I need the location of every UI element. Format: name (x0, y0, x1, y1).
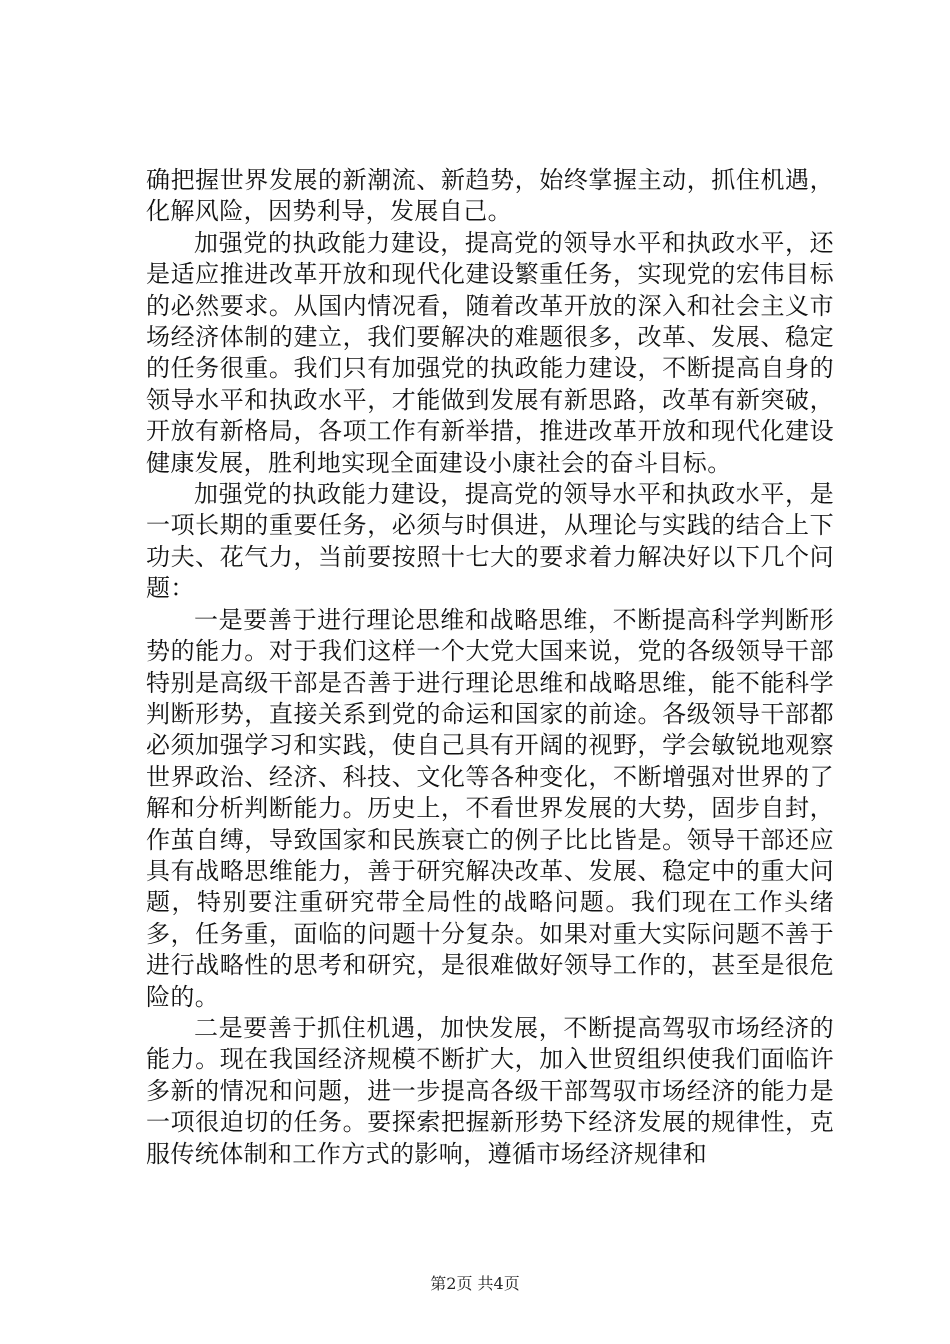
paragraph-2: 加强党的执政能力建设，提高党的领导水平和执政水平，还是适应推进改革开放和现代化建设繁重任务，实现党的宏伟目标的必然要求。从国内情况看，随着改革开放的深入和社会主义市场经济体制的建立，我们要解决的难题很多，改革、发展、稳定的任务很重。我们只有加强党的执政能力建设，不断提高自身的领导水平和执政水平，才能做到发展有新思路，改革有新突破，开放有新格局，各项工作有新举措，推进改革开放和现代化建设健康发展，胜利地实现全面建设小康社会的奋斗目标。 (146, 228, 834, 477)
paragraph-3: 加强党的执政能力建设，提高党的领导水平和执政水平，是一项长期的重要任务，必须与时俱进，从理论与实践的结合上下功夫、花气力，当前要按照十七大的要求着力解决好以下几个问题： (146, 480, 834, 603)
document-body (146, 165, 834, 1170)
paragraph-5: 二是要善于抓住机遇，加快发展，不断提高驾驭市场经济的能力。现在我国经济规模不断扩大，加入世贸组织使我们面临许多新的情况和问题，进一步提高各级干部驾驭市场经济的能力是一项很迫切的任务。要探索把握新形势下经济发展的规律性，克服传统体制和工作方式的影响，遵循市场经济规律和 (146, 1013, 834, 1168)
page-footer: 第2页 共4页 (430, 1274, 520, 1293)
paragraph-4: 一是要善于进行理论思维和战略思维，不断提高科学判断形势的能力。对于我们这样一个大党大国来说，党的各级领导干部特别是高级干部是否善于进行理论思维和战略思维，能不能科学判断形势，直接关系到党的命运和国家的前途。各级领导干部都必须加强学习和实践，使自己具有开阔的视野，学会敏锐地观察世界政治、经济、科技、文化等各种变化，不断增强对世界的了解和分析判断能力。历史上，不看世界发展的大势，固步自封，作茧自缚，导致国家和民族衰亡的例子比比皆是。领导干部还应具有战略思维能力，善于研究解决改革、发展、稳定中的重大问题，特别要注重研究带全局性的战略问题。我们现在工作头绪多，任务重，面临的问题十分复杂。如果对重大实际问题不善于进行战略性的思考和研究，是很难做好领导工作的，甚至是很危险的。 (146, 605, 834, 1011)
paragraph-1: 确把握世界发展的新潮流、新趋势，始终掌握主动，抓住机遇，化解风险，因势利导，发展自己。 (146, 166, 834, 226)
